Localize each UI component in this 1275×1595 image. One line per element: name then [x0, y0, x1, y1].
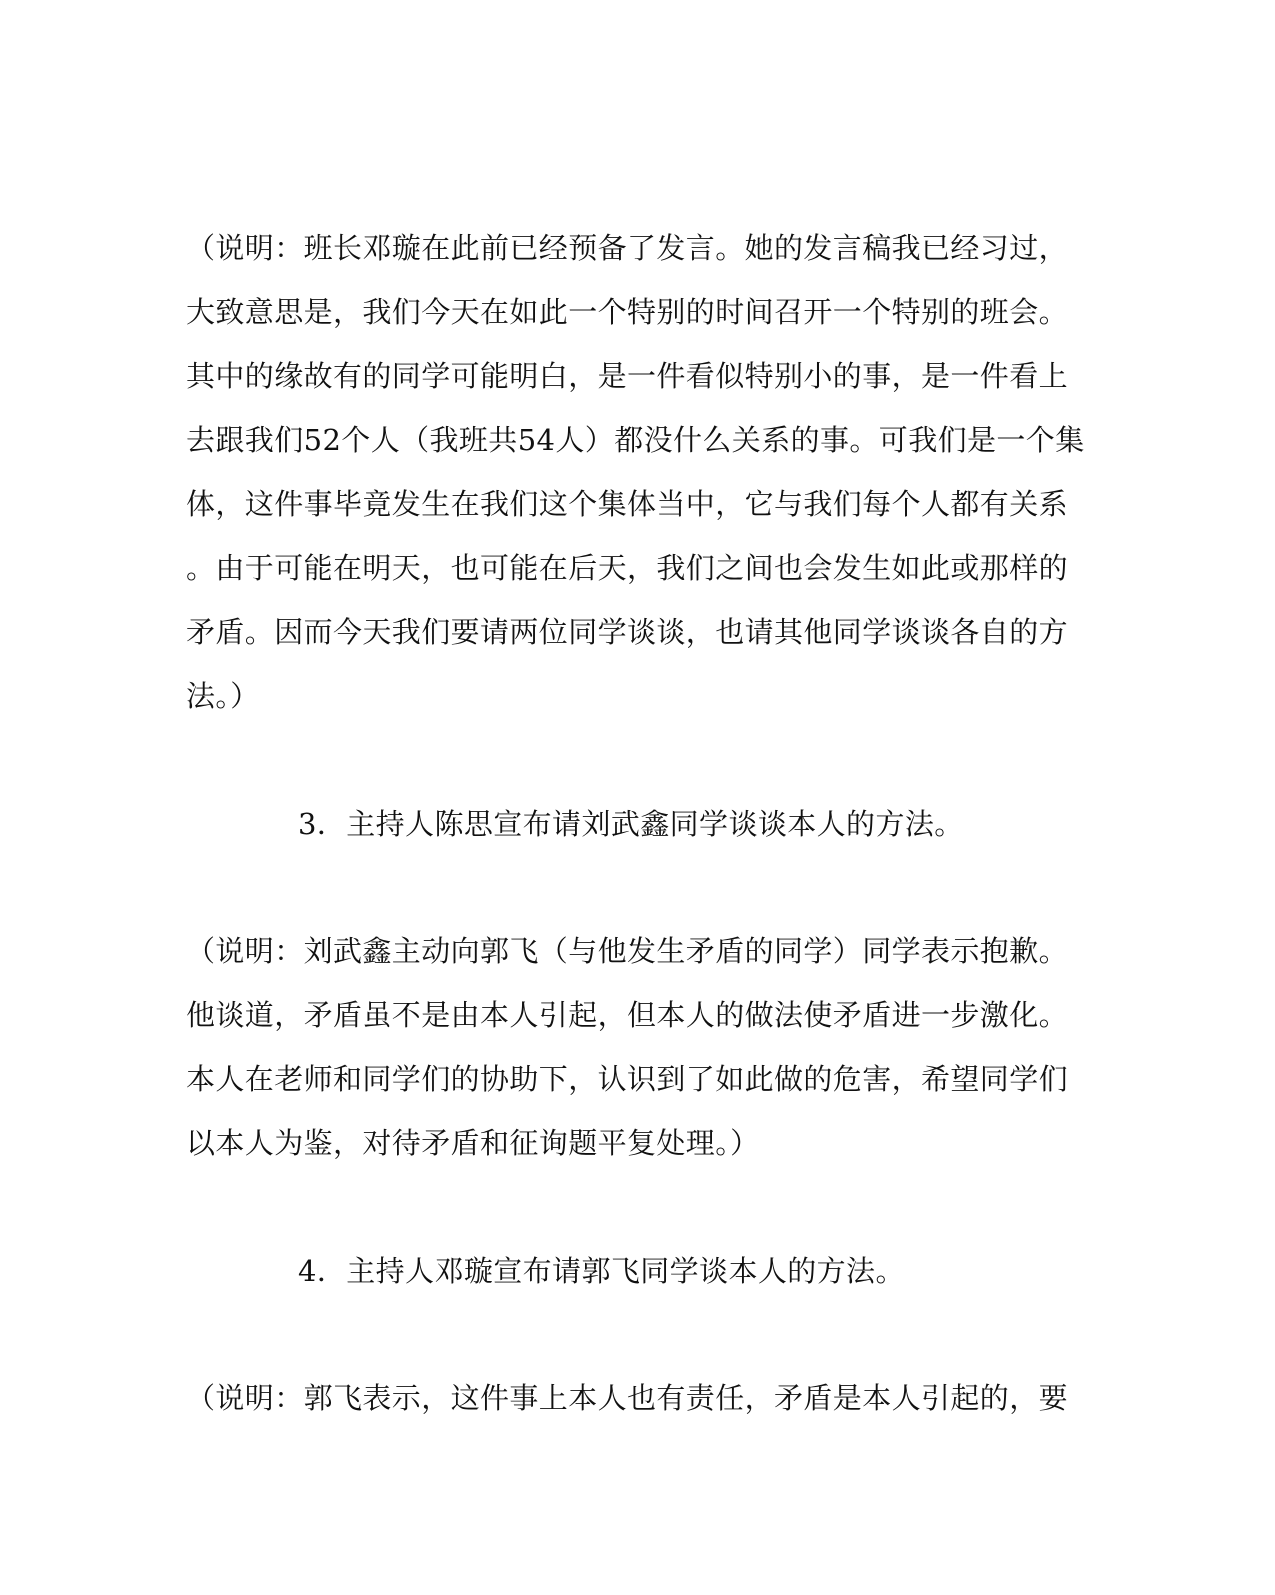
text-line: （说明：刘武鑫主动向郭飞（与他发生矛盾的同学）同学表示抱歉。: [186, 934, 1069, 968]
text-line: 体，这件事毕竟发生在我们这个集体当中，它与我们每个人都有关系: [186, 487, 1069, 521]
step-heading-4: 4．主持人邓璇宣布请郭飞同学谈本人的方法。: [298, 1254, 905, 1288]
text-line: 他谈道，矛盾虽不是由本人引起，但本人的做法使矛盾进一步激化。: [186, 998, 1069, 1032]
text-line: 本人在老师和同学们的协助下，认识到了如此做的危害，希望同学们: [186, 1062, 1069, 1096]
text-line: 以本人为鉴，对待矛盾和征询题平复处理。）: [186, 1126, 760, 1160]
text-line: 。由于可能在明天，也可能在后天，我们之间也会发生如此或那样的: [186, 551, 1069, 585]
text-line: 其中的缘故有的同学可能明白，是一件看似特别小的事，是一件看上: [186, 359, 1069, 393]
text-line: （说明：班长邓璇在此前已经预备了发言。她的发言稿我已经习过，: [186, 231, 1069, 265]
paragraph-explanation-2: [186, 919, 1069, 1175]
text-line: 矛盾。因而今天我们要请两位同学谈谈，也请其他同学谈谈各自的方: [186, 615, 1069, 649]
paragraph-explanation-1: [186, 216, 1085, 728]
text-line: 大致意思是，我们今天在如此一个特别的时间召开一个特别的班会。: [186, 295, 1069, 329]
step-heading-3: 3．主持人陈思宣布请刘武鑫同学谈谈本人的方法。: [298, 807, 964, 841]
text-line: 法。）: [186, 679, 260, 713]
text-line: （说明：郭飞表示，这件事上本人也有责任，矛盾是本人引起的，要: [186, 1381, 1069, 1415]
paragraph-explanation-3: [186, 1366, 1069, 1430]
text-line: 去跟我们52个人（我班共54人）都没什么关系的事。可我们是一个集: [186, 423, 1085, 457]
